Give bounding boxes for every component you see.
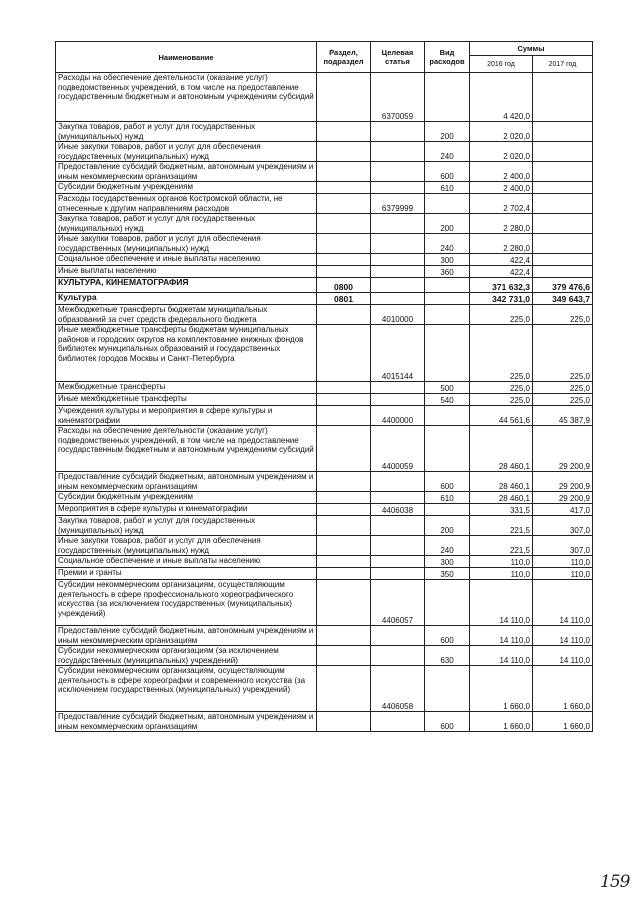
row-value-2016: 221,5	[470, 536, 533, 556]
row-target	[371, 472, 425, 492]
table-row	[56, 194, 593, 214]
row-value-2016: 2 702,4	[470, 194, 533, 214]
table-row	[56, 182, 593, 194]
row-target	[371, 162, 425, 182]
row-value-2016: 4 420,0	[470, 73, 533, 122]
row-value-2016: 1 660,0	[470, 712, 533, 732]
row-target: 6370059	[371, 73, 425, 122]
row-section	[317, 305, 371, 325]
row-name: Иные выплаты населению	[56, 266, 317, 278]
row-value-2017: 14 110,0	[533, 646, 593, 666]
row-section	[317, 162, 371, 182]
table-row	[56, 122, 593, 142]
row-name: Социальное обеспечение и иные выплаты населению	[56, 254, 317, 266]
header-sums: Суммы	[470, 42, 593, 56]
row-section	[317, 382, 371, 394]
row-value-2017	[533, 162, 593, 182]
row-name: Закупка товаров, работ и услуг для государственных (муниципальных) нужд	[56, 122, 317, 142]
row-section	[317, 214, 371, 234]
row-target: 4400059	[371, 426, 425, 472]
row-name: Расходы государственных органов Костромской области, не отнесенные к другим направлениям расходов	[56, 194, 317, 214]
row-section	[317, 234, 371, 254]
row-value-2017: 379 476,6	[533, 278, 593, 293]
row-expense-type	[425, 666, 470, 712]
row-section: 0800	[317, 278, 371, 293]
row-name: Закупка товаров, работ и услуг для государственных (муниципальных) нужд	[56, 214, 317, 234]
row-value-2016: 2 400,0	[470, 162, 533, 182]
table-row	[56, 516, 593, 536]
table-row	[56, 214, 593, 234]
row-expense-type	[425, 194, 470, 214]
table-row	[56, 278, 593, 293]
table-row	[56, 73, 593, 122]
row-expense-type: 240	[425, 234, 470, 254]
row-name: Субсидии бюджетным учреждениям	[56, 182, 317, 194]
row-name: Предоставление субсидий бюджетным, автономным учреждениям и иным некоммерческим организациям	[56, 162, 317, 182]
row-section	[317, 122, 371, 142]
row-value-2016: 28 460,1	[470, 426, 533, 472]
table-row	[56, 254, 593, 266]
header-section: Раздел, подраздел	[317, 42, 371, 73]
row-section	[317, 182, 371, 194]
row-value-2017	[533, 142, 593, 162]
table-row	[56, 666, 593, 712]
row-value-2016: 110,0	[470, 556, 533, 568]
row-target	[371, 712, 425, 732]
row-section	[317, 73, 371, 122]
row-expense-type: 610	[425, 182, 470, 194]
row-value-2017: 1 660,0	[533, 712, 593, 732]
row-value-2017: 110,0	[533, 568, 593, 580]
row-name: Субсидии некоммерческим организациям (за исключением государственных (муниципальных) учреждений)	[56, 646, 317, 666]
row-expense-type	[425, 426, 470, 472]
row-value-2017: 225,0	[533, 394, 593, 406]
row-target	[371, 293, 425, 305]
row-value-2017	[533, 182, 593, 194]
row-section	[317, 556, 371, 568]
row-section	[317, 626, 371, 646]
row-expense-type: 200	[425, 122, 470, 142]
row-target	[371, 142, 425, 162]
row-value-2016: 422,4	[470, 254, 533, 266]
row-expense-type: 240	[425, 536, 470, 556]
row-name: Учреждения культуры и мероприятия в сфере культуры и кинематографии	[56, 406, 317, 426]
row-section	[317, 580, 371, 626]
row-target	[371, 382, 425, 394]
header-name: Наименование	[56, 42, 317, 73]
row-value-2017: 29 200,9	[533, 426, 593, 472]
header-target: Целевая статья	[371, 42, 425, 73]
row-value-2016: 371 632,3	[470, 278, 533, 293]
row-name: Субсидии некоммерческим организациям, осуществляющим деятельность в сфере профессионального хореографического искусства (за исключением государственных (муниципальных) учреждений)	[56, 580, 317, 626]
row-value-2017: 349 643,7	[533, 293, 593, 305]
table-row	[56, 142, 593, 162]
row-expense-type	[425, 504, 470, 516]
row-value-2017: 307,0	[533, 536, 593, 556]
row-target	[371, 266, 425, 278]
row-target: 4015144	[371, 325, 425, 382]
row-value-2017	[533, 214, 593, 234]
row-expense-type: 350	[425, 568, 470, 580]
row-value-2017	[533, 73, 593, 122]
row-expense-type: 360	[425, 266, 470, 278]
row-value-2016: 14 110,0	[470, 646, 533, 666]
row-value-2016: 2 280,0	[470, 234, 533, 254]
row-value-2016: 225,0	[470, 325, 533, 382]
row-name: Социальное обеспечение и иные выплаты населению	[56, 556, 317, 568]
row-name: Расходы на обеспечение деятельности (оказание услуг) подведомственных учреждений, в том числе на предоставление государственным бюджетным и автономным учреждениям субсидий	[56, 73, 317, 122]
row-section	[317, 666, 371, 712]
row-value-2017: 417,0	[533, 504, 593, 516]
row-name: Предоставление субсидий бюджетным, автономным учреждениям и иным некоммерческим организациям	[56, 626, 317, 646]
row-value-2016: 221,5	[470, 516, 533, 536]
table-row	[56, 382, 593, 394]
row-expense-type: 600	[425, 472, 470, 492]
row-target: 4406058	[371, 666, 425, 712]
row-name: Культура	[56, 293, 317, 305]
row-section	[317, 712, 371, 732]
row-target	[371, 536, 425, 556]
row-name: КУЛЬТУРА, КИНЕМАТОГРАФИЯ	[56, 278, 317, 293]
table-row	[56, 394, 593, 406]
row-target	[371, 556, 425, 568]
row-value-2016: 28 460,1	[470, 472, 533, 492]
table-row	[56, 556, 593, 568]
row-value-2017: 1 660,0	[533, 666, 593, 712]
row-section	[317, 516, 371, 536]
row-section	[317, 536, 371, 556]
row-value-2016: 2 400,0	[470, 182, 533, 194]
table-row	[56, 492, 593, 504]
row-target: 4406057	[371, 580, 425, 626]
row-expense-type	[425, 325, 470, 382]
row-value-2017: 14 110,0	[533, 626, 593, 646]
row-target	[371, 278, 425, 293]
row-value-2017	[533, 194, 593, 214]
row-value-2016: 225,0	[470, 305, 533, 325]
row-name: Иные закупки товаров, работ и услуг для обеспечения государственных (муниципальных) нужд	[56, 142, 317, 162]
row-expense-type	[425, 580, 470, 626]
budget-sheet	[55, 41, 592, 732]
row-target	[371, 516, 425, 536]
row-value-2016: 342 731,0	[470, 293, 533, 305]
row-value-2016: 331,5	[470, 504, 533, 516]
table-row	[56, 504, 593, 516]
table-body	[56, 73, 593, 732]
row-target	[371, 626, 425, 646]
table-row	[56, 325, 593, 382]
row-value-2016: 422,4	[470, 266, 533, 278]
row-value-2017: 225,0	[533, 325, 593, 382]
header-year-2016: 2016 год	[470, 56, 533, 73]
row-section	[317, 142, 371, 162]
row-expense-type	[425, 278, 470, 293]
row-value-2017	[533, 234, 593, 254]
table-row	[56, 472, 593, 492]
header-expense-type: Вид расходов	[425, 42, 470, 73]
row-name: Предоставление субсидий бюджетным, автономным учреждениям и иным некоммерческим организациям	[56, 472, 317, 492]
row-expense-type	[425, 406, 470, 426]
row-name: Предоставление субсидий бюджетным, автономным учреждениям и иным некоммерческим организациям	[56, 712, 317, 732]
row-target: 4406038	[371, 504, 425, 516]
row-value-2016: 2 280,0	[470, 214, 533, 234]
row-value-2017: 29 200,9	[533, 492, 593, 504]
row-value-2017: 110,0	[533, 556, 593, 568]
row-expense-type	[425, 305, 470, 325]
row-name: Мероприятия в сфере культуры и кинематографии	[56, 504, 317, 516]
table-row	[56, 234, 593, 254]
row-value-2016: 225,0	[470, 394, 533, 406]
row-section: 0801	[317, 293, 371, 305]
row-value-2016: 2 020,0	[470, 122, 533, 142]
row-target	[371, 254, 425, 266]
row-value-2017: 225,0	[533, 382, 593, 394]
row-target	[371, 492, 425, 504]
row-section	[317, 426, 371, 472]
row-expense-type: 500	[425, 382, 470, 394]
row-expense-type: 200	[425, 214, 470, 234]
row-target	[371, 234, 425, 254]
row-section	[317, 646, 371, 666]
table-row	[56, 646, 593, 666]
row-expense-type: 600	[425, 626, 470, 646]
row-expense-type	[425, 73, 470, 122]
table-row	[56, 406, 593, 426]
row-section	[317, 406, 371, 426]
row-value-2017: 29 200,9	[533, 472, 593, 492]
row-target: 4010000	[371, 305, 425, 325]
row-name: Субсидии некоммерческим организациям, осуществляющим деятельность в сфере хореографии и современного искусства (за исключением государственных (муниципальных) учреждений)	[56, 666, 317, 712]
row-target	[371, 646, 425, 666]
header-year-2017: 2017 год	[533, 56, 593, 73]
table-row	[56, 162, 593, 182]
row-value-2017: 307,0	[533, 516, 593, 536]
row-section	[317, 394, 371, 406]
row-value-2017	[533, 266, 593, 278]
row-section	[317, 568, 371, 580]
table-row	[56, 536, 593, 556]
row-section	[317, 504, 371, 516]
row-name: Премии и гранты	[56, 568, 317, 580]
row-value-2016: 14 110,0	[470, 626, 533, 646]
row-name: Иные закупки товаров, работ и услуг для обеспечения государственных (муниципальных) нужд	[56, 536, 317, 556]
row-expense-type: 600	[425, 162, 470, 182]
row-value-2016: 14 110,0	[470, 580, 533, 626]
row-target: 6379999	[371, 194, 425, 214]
table-row	[56, 293, 593, 305]
row-name: Иные закупки товаров, работ и услуг для обеспечения государственных (муниципальных) нужд	[56, 234, 317, 254]
row-target	[371, 568, 425, 580]
row-section	[317, 254, 371, 266]
row-section	[317, 194, 371, 214]
row-name: Межбюджетные трансферты бюджетам муниципальных образований за счет средств федерального бюджета	[56, 305, 317, 325]
row-section	[317, 266, 371, 278]
budget-table	[55, 41, 593, 732]
row-expense-type: 300	[425, 254, 470, 266]
row-target: 4400000	[371, 406, 425, 426]
row-expense-type: 240	[425, 142, 470, 162]
row-name: Иные межбюджетные трансферты бюджетам муниципальных районов и городских округов на комплектование книжных фондов библиотек муниципальных образований и государственных библиотек городов Москвы и Санкт-Петербурга	[56, 325, 317, 382]
row-target	[371, 214, 425, 234]
row-section	[317, 472, 371, 492]
table-row	[56, 712, 593, 732]
row-name: Расходы на обеспечение деятельности (оказание услуг) подведомственных учреждений, в том числе на предоставление государственным бюджетным и автономным учреждениям субсидий	[56, 426, 317, 472]
row-value-2017	[533, 122, 593, 142]
row-value-2016: 1 660,0	[470, 666, 533, 712]
row-section	[317, 492, 371, 504]
row-value-2016: 225,0	[470, 382, 533, 394]
row-value-2017: 225,0	[533, 305, 593, 325]
row-target	[371, 182, 425, 194]
table-row	[56, 426, 593, 472]
row-expense-type: 610	[425, 492, 470, 504]
row-name: Иные межбюджетные трансферты	[56, 394, 317, 406]
row-target	[371, 394, 425, 406]
row-value-2017	[533, 254, 593, 266]
page-number: 159	[600, 872, 630, 892]
row-name: Межбюджетные трансферты	[56, 382, 317, 394]
table-row	[56, 266, 593, 278]
row-section	[317, 325, 371, 382]
row-value-2016: 28 460,1	[470, 492, 533, 504]
row-value-2016: 2 020,0	[470, 142, 533, 162]
row-value-2017: 45 387,9	[533, 406, 593, 426]
row-expense-type: 630	[425, 646, 470, 666]
row-expense-type	[425, 293, 470, 305]
row-expense-type: 300	[425, 556, 470, 568]
row-name: Субсидии бюджетным учреждениям	[56, 492, 317, 504]
row-expense-type: 600	[425, 712, 470, 732]
table-row	[56, 580, 593, 626]
row-name: Закупка товаров, работ и услуг для государственных (муниципальных) нужд	[56, 516, 317, 536]
row-value-2016: 44 561,6	[470, 406, 533, 426]
row-value-2017: 14 110,0	[533, 580, 593, 626]
row-expense-type: 200	[425, 516, 470, 536]
table-row	[56, 626, 593, 646]
table-row	[56, 568, 593, 580]
row-value-2016: 110,0	[470, 568, 533, 580]
row-expense-type: 540	[425, 394, 470, 406]
row-target	[371, 122, 425, 142]
table-row	[56, 305, 593, 325]
